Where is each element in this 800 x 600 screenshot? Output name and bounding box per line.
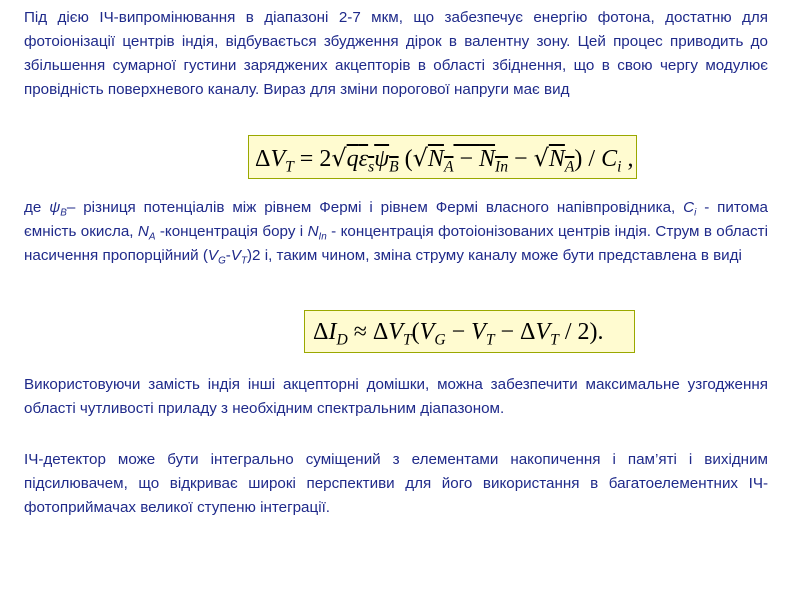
threshold-voltage-formula: $\Delta V_T = 2√q\varepsilon_s\psi_B$ $(√N_A - N_{In} - √N_A) / C_i$ , [248, 135, 637, 179]
paragraph-other-acceptors: Використовуючи замість індія інші акцепторні домішки, можна забезпечити максимальне узгодження області чутливості приладу з необхідним спектральним діапазоном. [24, 376, 768, 417]
paragraph-ir-excitation: Під дією ІЧ-випромінювання в діапазоні 2-7 мкм, що забезпечує енергію фотона, достатню для фотоіонізації центрів індія, відбувається збудження дірок в валентну зону. Цей процес приводить до збільшення сумарної густини заряджених акцепторів в області збіднення, що в свою чергу модулює провідність поверхневого каналу. Вираз для зміни порогової напруги має вид [24, 9, 768, 98]
drain-current-formula: $\Delta I_D \approx \Delta V_T(V_G - V_T - \Delta V_T / 2)$. [304, 310, 635, 353]
paragraph-definitions: де $\psi_B-$ різниця потенціалів між рівнем Фермі і рівнем Фермі власного напівпровідника, $C_i$ - питома ємність окисла, $N_A$ -концентрація бору і $N_{In}$ - концентрація фотоіонізованих центрів індія. Струм в області насичення пропорційний $(V_G-V_T)2$ і, таким чином, зміна струму каналу може бути представлена в виді [24, 199, 769, 267]
paragraph-integration: ІЧ-детектор може бути інтегрально суміщений з елементами накопичення і пам’яті і вихідним підсилювачем, що відкриває широкі перспективи для його використання в багатоелементних ІЧ-фотоприймачах великої ступеню інтеграції. [24, 451, 768, 516]
